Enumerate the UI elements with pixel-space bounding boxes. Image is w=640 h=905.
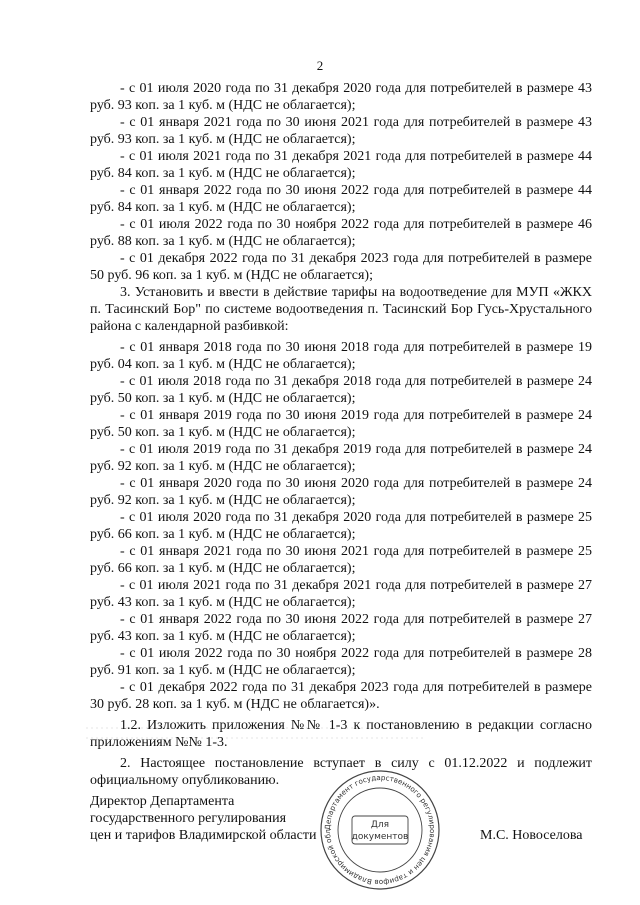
tariff-item: - с 01 января 2019 года по 30 июня 2019 года для потребителей в размере 24 руб. 50 коп. за 1 куб. м (НДС не облагается); — [90, 408, 592, 440]
tariff-item: - с 01 июля 2020 года по 31 декабря 2020 года для потребителей в размере 43 руб. 93 коп. за 1 куб. м (НДС не облагается); — [90, 81, 592, 113]
tariff-item: - с 01 января 2018 года по 30 июня 2018 года для потребителей в размере 19 руб. 04 коп. за 1 куб. м (НДС не облагается); — [90, 340, 592, 372]
tariff-item: - с 01 июля 2019 года по 31 декабря 2019 года для потребителей в размере 24 руб. 92 коп. за 1 куб. м (НДС не облагается); — [90, 442, 592, 474]
scan-artifact — [86, 724, 426, 742]
stamp-center-line: документов — [351, 832, 409, 842]
tariff-item: - с 01 июля 2021 года по 31 декабря 2021 года для потребителей в размере 27 руб. 43 коп. за 1 куб. м (НДС не облагается); — [90, 578, 592, 610]
official-stamp — [318, 768, 442, 892]
tariff-item: - с 01 декабря 2022 года по 31 декабря 2023 года для потребителей в размере 30 руб. 28 коп. за 1 куб. м (НДС не облагается)». — [90, 680, 592, 712]
tariff-item: - с 01 января 2020 года по 30 июня 2020 года для потребителей в размере 24 руб. 92 коп. за 1 куб. м (НДС не облагается); — [90, 476, 592, 508]
tariff-item: - с 01 июля 2020 года по 31 декабря 2020 года для потребителей в размере 25 руб. 66 коп. за 1 куб. м (НДС не облагается); — [90, 510, 592, 542]
page-number: 2 — [316, 58, 324, 73]
tariff-item: - с 01 июля 2021 года по 31 декабря 2021 года для потребителей в размере 44 руб. 84 коп. за 1 куб. м (НДС не облагается); — [90, 149, 592, 181]
clause-1-2: 1.2. Изложить приложения №№ 1-3 к постановлению в редакции согласно приложениям №№ 1-3. — [90, 718, 592, 750]
tariff-item: - с 01 января 2021 года по 30 июня 2021 года для потребителей в размере 25 руб. 66 коп. за 1 куб. м (НДС не облагается); — [90, 544, 592, 576]
stamp-ring-text: Департамент государственного регулирования цен и тарифов Владимирской обл — [322, 772, 438, 888]
tariff-item: - с 01 июля 2018 года по 31 декабря 2018 года для потребителей в размере 24 руб. 50 коп. за 1 куб. м (НДС не облагается); — [90, 374, 592, 406]
tariff-item: - с 01 декабря 2022 года по 31 декабря 2023 года для потребителей в размере 50 руб. 96 коп. за 1 куб. м (НДС не облагается); — [90, 251, 592, 283]
section-3-paragraph: 3. Установить и ввести в действие тарифы на водоотведение для МУП «ЖКХ п. Тасинский Бор" по системе водоотведения п. Тасинский Бор Гусь-Хрустального района с календарной разбивкой: — [90, 285, 592, 334]
document-body — [90, 80, 592, 789]
role-line: Директор Департамента — [90, 794, 235, 809]
tariff-item: - с 01 января 2021 года по 30 июня 2021 года для потребителей в размере 43 руб. 93 коп. за 1 куб. м (НДС не облагается); — [90, 115, 592, 147]
tariff-item: - с 01 января 2022 года по 30 июня 2022 года для потребителей в размере 27 руб. 43 коп. за 1 куб. м (НДС не облагается); — [90, 612, 592, 644]
stamp-center-line: Для — [370, 820, 390, 830]
clause-2: 2. Настоящее постановление вступает в силу с 01.12.2022 и подлежит официальному опубликованию. — [90, 756, 592, 788]
tariff-item: - с 01 июля 2022 года по 30 ноября 2022 года для потребителей в размере 46 руб. 88 коп. за 1 куб. м (НДС не облагается); — [90, 217, 592, 249]
signatory-role — [90, 793, 330, 844]
role-line: государственного регулирования — [90, 811, 287, 826]
tariff-item: - с 01 июля 2022 года по 30 ноября 2022 года для потребителей в размере 28 руб. 91 коп. за 1 куб. м (НДС не облагается); — [90, 646, 592, 678]
role-line: цен и тарифов Владимирской области — [90, 828, 317, 843]
stamp-seal — [318, 768, 442, 892]
tariff-item: - с 01 января 2022 года по 30 июня 2022 года для потребителей в размере 44 руб. 84 коп. за 1 куб. м (НДС не облагается); — [90, 183, 592, 215]
signatory-name: М.С. Новоселова — [480, 828, 583, 843]
